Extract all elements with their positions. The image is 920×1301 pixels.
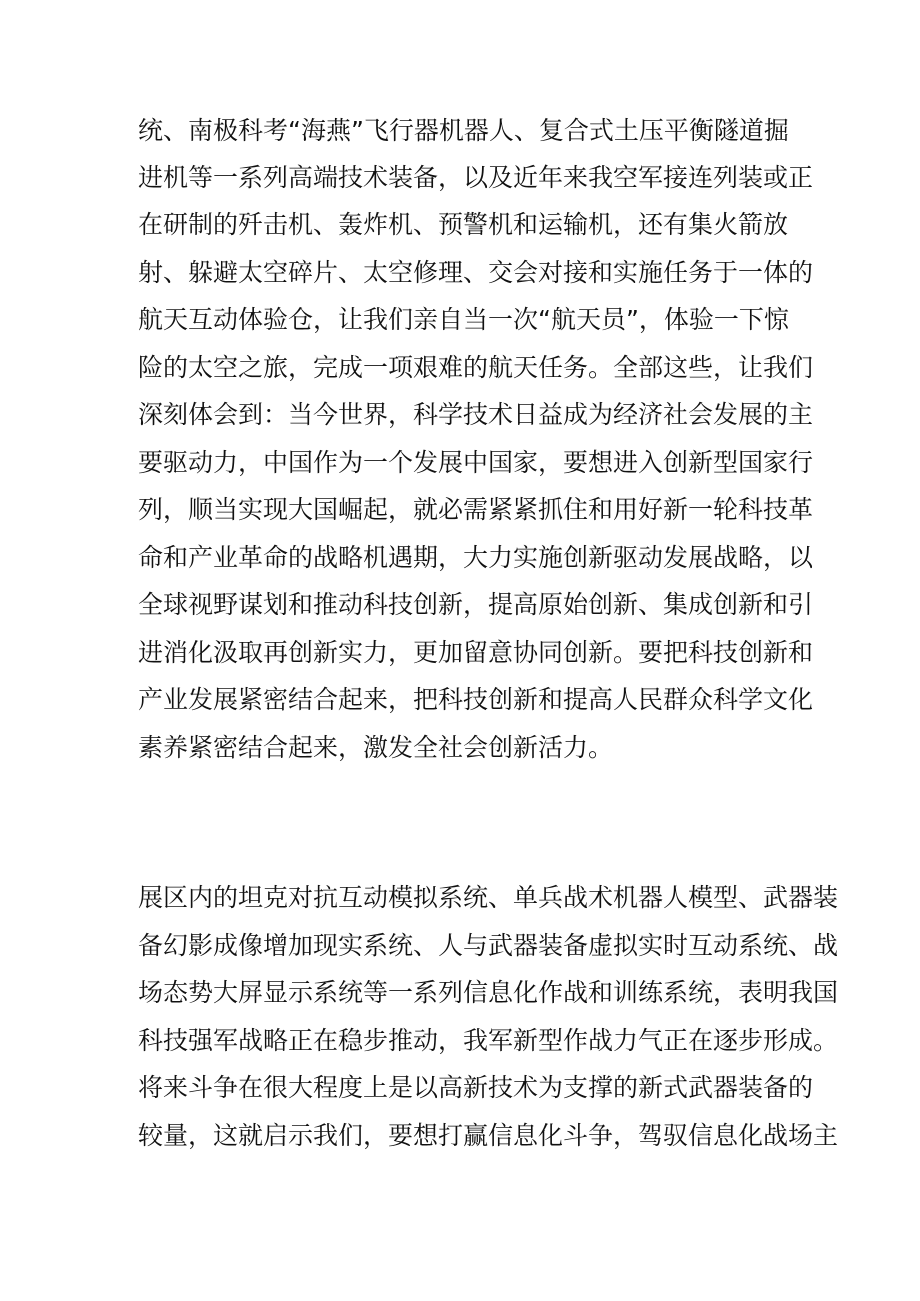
text-line: 备幻影成像增加现实系统、人与武器装备虚拟实时互动系统、战 [138,931,839,960]
text-line: 进机等一系列高端技术装备，以及近年来我空军接连列装或正 [138,163,814,192]
text-line: 进消化汲取再创新实力，更加留意协同创新。要把科技创新和 [138,638,814,667]
text-line: 素养紧密结合起来，激发全社会创新活力。 [138,733,614,762]
text-line: 统、南极科考“海燕”飞行器机器人、复合式土压平衡隧道掘 [138,116,789,145]
text-line: 航天互动体验仓，让我们亲自当一次“航天员”，体验一下惊 [138,305,789,334]
text-line: 场态势大屏显示系统等一系列信息化作战和训练系统，表明我国 [138,978,839,1007]
text-line: 命和产业革命的战略机遇期，大力实施创新驱动发展战略，以 [138,543,814,572]
text-line: 较量，这就启示我们，要想打赢信息化斗争，驾驭信息化战场主 [138,1121,839,1150]
text-line: 险的太空之旅，完成一项艰难的航天任务。全部这些，让我们 [138,353,814,382]
text-line: 将来斗争在很大程度上是以高新技术为支撑的新式武器装备的 [138,1073,814,1102]
text-line: 射、躲避太空碎片、太空修理、交会对接和实施任务于一体的 [138,258,814,287]
text-line: 产业发展紧密结合起来，把科技创新和提高人民群众科学文化 [138,685,814,714]
text-line: 列，顺当实现大国崛起，就必需紧紧抓住和用好新一轮科技革 [138,495,814,524]
text-line: 全球视野谋划和推动科技创新，提高原始创新、集成创新和引 [138,590,814,619]
text-line: 科技强军战略正在稳步推动，我军新型作战力气正在逐步形成。 [138,1026,839,1055]
text-line: 在研制的歼击机、轰炸机、预警机和运输机，还有集火箭放 [138,210,789,239]
text-line: 要驱动力，中国作为一个发展中国家，要想进入创新型国家行 [138,448,814,477]
text-line: 深刻体会到：当今世界，科学技术日益成为经济社会发展的主 [138,400,814,429]
text-line: 展区内的坦克对抗互动模拟系统、单兵战术机器人模型、武器装 [138,883,839,912]
